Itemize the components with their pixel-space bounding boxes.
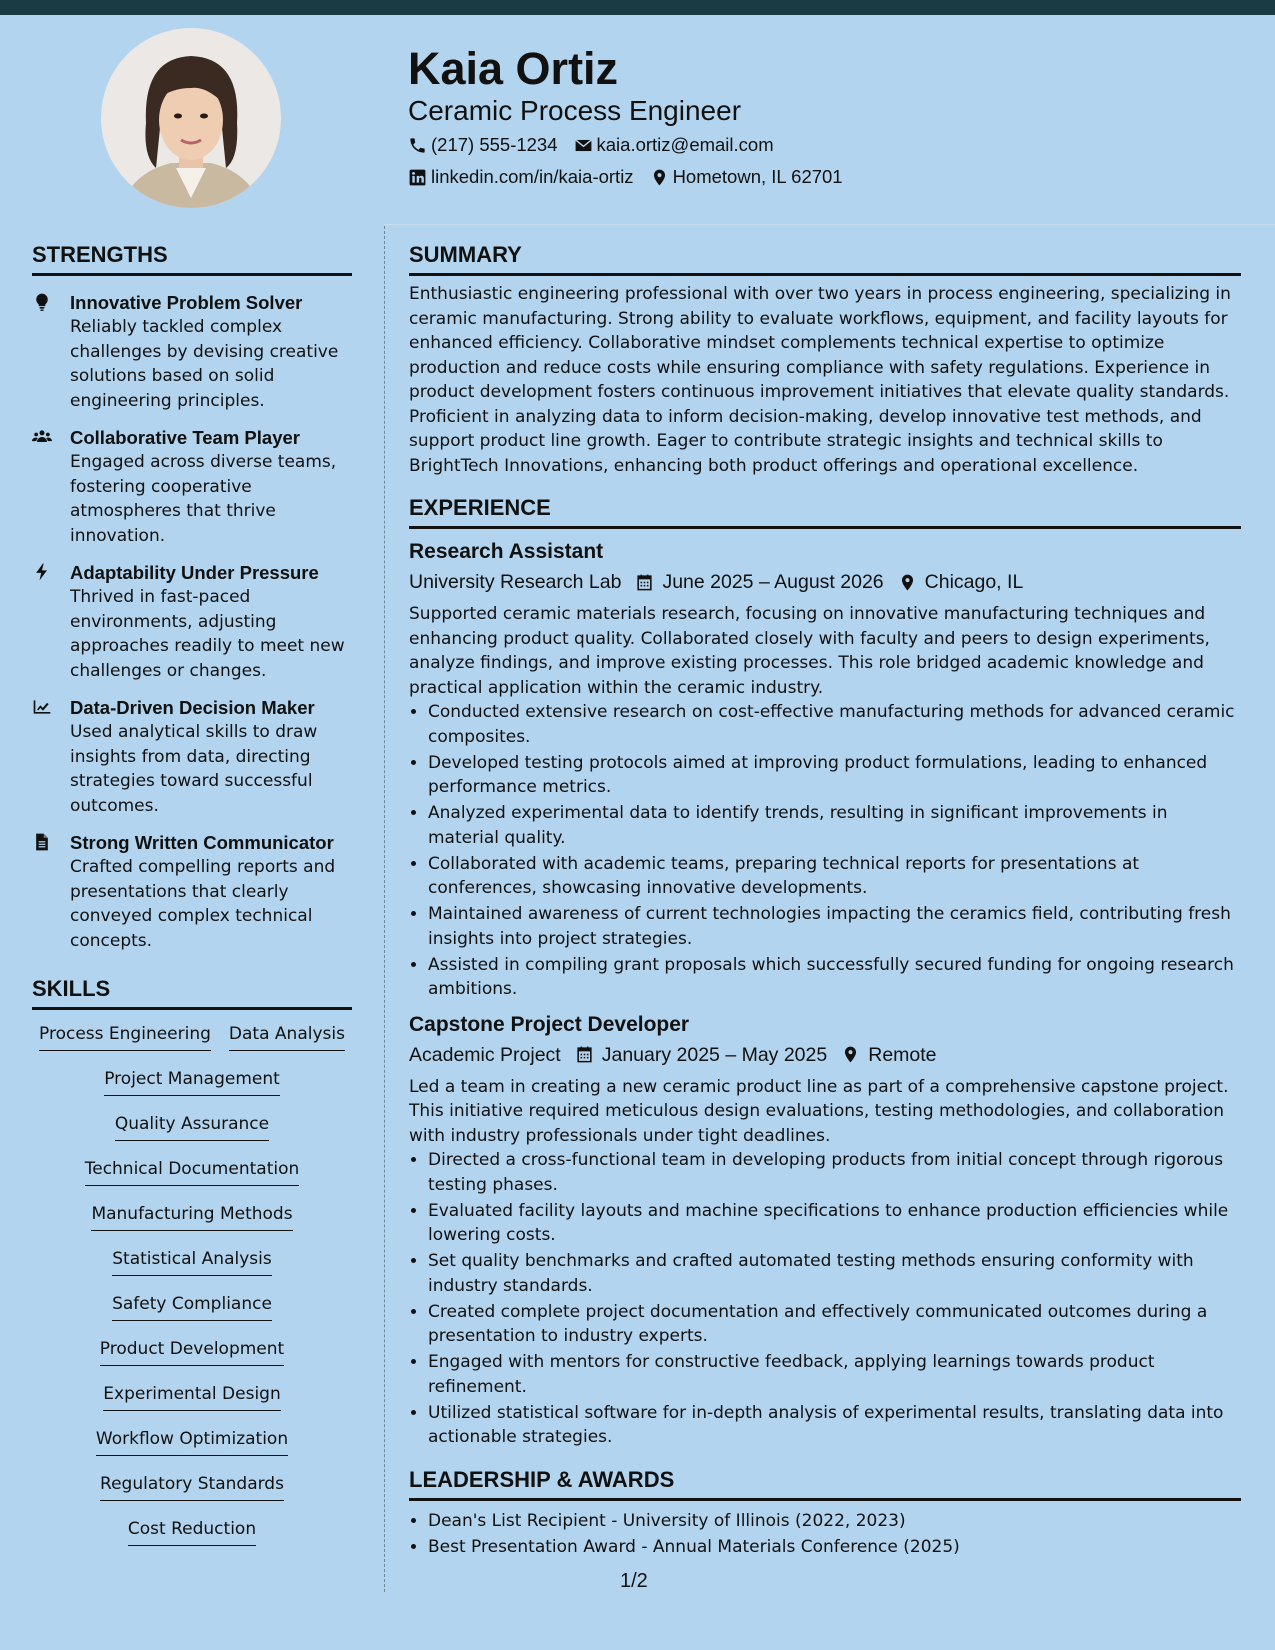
skill-tag: Statistical Analysis (112, 1247, 271, 1276)
chart-line-icon (32, 697, 52, 717)
list-item: • Dean's List Recipient - University of Illinois (2022, 2023) (428, 1509, 1241, 1534)
envelope-icon (574, 136, 593, 155)
summary-text: Enthusiastic engineering professional with over two years in process engineering, specializing in ceramic manufacturing. Strong ability to evaluate workflows, equipment, and facility layouts for enhanced efficiency. Collaborative mindset complements technical expertise to optimize production and reduce costs while ensuring compliance with safety regulations. Experience in product development fosters continuous improvement initiatives that elevate quality standards. Proficient in analyzing data to inform decision-making, develop innovative test methods, and support product line growth. Eager to contribute strategic insights and technical skills to BrightTech Innovations, enhancing both product offerings and operational excellence. (409, 284, 1231, 476)
skill-tag: Process Engineering (39, 1022, 211, 1051)
calendar-icon (635, 573, 654, 592)
job-org: University Research Lab (409, 571, 622, 593)
job-meta (409, 1041, 1241, 1069)
job-description: Supported ceramic materials research, focusing on innovative manufacturing techniques and enhancing product quality. Collaborated closely with faculty and peers to design experiments, analyze findings, and improve existing processes. This role bridged academic knowledge and practical application within the ceramic industry. (409, 604, 1210, 698)
skill-tag: Quality Assurance (115, 1112, 269, 1141)
strength-item (32, 425, 352, 548)
lightbulb-icon (32, 292, 52, 312)
list-item: • Assisted in compiling grant proposals which successfully secured funding for ongoing research ambitions. (428, 953, 1241, 1002)
list-item: • Collaborated with academic teams, preparing technical reports for presentations at conferences, showcasing innovative developments. (428, 852, 1241, 901)
skill-tag: Cost Reduction (128, 1517, 256, 1546)
location-text: Hometown, IL 62701 (672, 166, 843, 187)
list-item: • Set quality benchmarks and crafted automated testing methods ensuring conformity with industry standards. (428, 1249, 1241, 1298)
job-entry (409, 539, 1241, 1002)
skill-tag: Technical Documentation (85, 1157, 300, 1186)
contact-line-2 (408, 165, 859, 189)
contact-linkedin[interactable] (408, 165, 634, 189)
awards-heading: LEADERSHIP & AWARDS (409, 1466, 1241, 1501)
skills-list (32, 1022, 352, 1562)
job-meta (409, 568, 1241, 596)
list-item: • Best Presentation Award - Annual Materials Conference (2025) (428, 1535, 1241, 1560)
strength-title: Strong Written Communicator (70, 832, 334, 853)
phone-icon (408, 136, 427, 155)
profile-photo (101, 28, 281, 208)
contact-phone[interactable] (408, 133, 558, 157)
skill-tag: Workflow Optimization (96, 1427, 288, 1456)
linkedin-text: linkedin.com/in/kaia-ortiz (431, 166, 634, 187)
strengths-heading: STRENGTHS (32, 241, 352, 276)
calendar-icon (575, 1045, 594, 1064)
strength-desc: Thrived in fast-paced environments, adjusting approaches readily to meet new challenges or changes. (70, 587, 345, 681)
summary-heading: SUMMARY (409, 241, 1241, 276)
job-entry (409, 1012, 1241, 1450)
skill-tag: Project Management (104, 1067, 280, 1096)
page-number: 1/2 (620, 1570, 648, 1592)
strength-item (32, 695, 352, 818)
list-item: • Analyzed experimental data to identify trends, resulting in significant improvements in material quality. (428, 801, 1241, 850)
header-divider (384, 224, 1275, 225)
strengths-list (32, 290, 352, 953)
top-bar (0, 0, 1275, 15)
candidate-name: Kaia Ortiz (408, 43, 619, 94)
strength-item (32, 560, 352, 683)
column-divider (384, 226, 385, 1592)
strength-item (32, 290, 352, 413)
list-item: • Conducted extensive research on cost-effective manufacturing methods for advanced ceramic composites. (428, 700, 1241, 749)
job-location: Chicago, IL (924, 571, 1024, 593)
strength-desc: Reliably tackled complex challenges by devising creative solutions based on solid engineering principles. (70, 317, 339, 411)
list-item: • Maintained awareness of current technologies impacting the ceramics field, contributing fresh insights into project strategies. (428, 902, 1241, 951)
strength-title: Adaptability Under Pressure (70, 562, 319, 583)
list-item: • Engaged with mentors for constructive feedback, applying learnings towards product refinement. (428, 1350, 1241, 1399)
list-item: • Utilized statistical software for in-depth analysis of experimental results, translating data into actionable strategies. (428, 1401, 1241, 1450)
job-org: Academic Project (409, 1043, 561, 1066)
strength-desc: Crafted compelling reports and presentations that clearly conveyed complex technical concepts. (70, 857, 336, 951)
job-location: Remote (868, 1043, 937, 1066)
email-text: kaia.ortiz@email.com (596, 134, 774, 155)
job-bullets (409, 1148, 1241, 1450)
list-item: • Evaluated facility layouts and machine specifications to enhance production efficiencies while lowering costs. (428, 1199, 1241, 1248)
skill-tag: Regulatory Standards (100, 1472, 284, 1501)
users-icon (32, 427, 52, 447)
candidate-role: Ceramic Process Engineer (408, 95, 742, 126)
job-dates: June 2025 – August 2026 (662, 571, 884, 593)
skill-tag: Product Development (100, 1337, 284, 1366)
skill-tag: Safety Compliance (112, 1292, 272, 1321)
skill-tag: Experimental Design (103, 1382, 280, 1411)
list-item: • Developed testing protocols aimed at improving product formulations, leading to enhanced performance metrics. (428, 751, 1241, 800)
map-pin-icon (650, 168, 669, 187)
strength-title: Collaborative Team Player (70, 427, 300, 448)
strength-item (32, 830, 352, 953)
experience-heading: EXPERIENCE (409, 494, 1241, 529)
list-item: • Directed a cross-functional team in developing products from initial concept through rigorous testing phases. (428, 1148, 1241, 1197)
strength-title: Innovative Problem Solver (70, 292, 303, 313)
job-description: Led a team in creating a new ceramic product line as part of a comprehensive capstone project. This initiative required meticulous design evaluations, testing methodologies, and collaboration with industry professionals under tight deadlines. (409, 1076, 1229, 1146)
job-title: Research Assistant (409, 540, 604, 563)
linkedin-icon (408, 168, 427, 187)
phone-text: (217) 555-1234 (431, 134, 558, 155)
skill-tag: Data Analysis (229, 1022, 345, 1051)
strength-desc: Engaged across diverse teams, fostering cooperative atmospheres that thrive innovation. (70, 452, 337, 546)
document-icon (32, 832, 52, 852)
map-pin-icon (841, 1045, 860, 1064)
awards-list (409, 1509, 1241, 1560)
contact-location (650, 165, 843, 189)
job-bullets (409, 700, 1241, 1002)
bolt-icon (32, 562, 52, 582)
left-column (32, 241, 352, 1562)
job-title: Capstone Project Developer (409, 1012, 690, 1036)
strength-desc: Used analytical skills to draw insights from data, directing strategies toward successful outcomes. (70, 722, 318, 816)
skills-heading: SKILLS (32, 975, 352, 1010)
strength-title: Data-Driven Decision Maker (70, 697, 315, 718)
map-pin-icon (898, 573, 917, 592)
skill-tag: Manufacturing Methods (91, 1202, 292, 1231)
job-dates: January 2025 – May 2025 (601, 1043, 828, 1066)
list-item: • Created complete project documentation and effectively communicated outcomes during a presentation to industry experts. (428, 1300, 1241, 1349)
contact-line-1 (408, 133, 790, 157)
contact-email[interactable] (574, 133, 774, 157)
right-column (409, 241, 1241, 1561)
